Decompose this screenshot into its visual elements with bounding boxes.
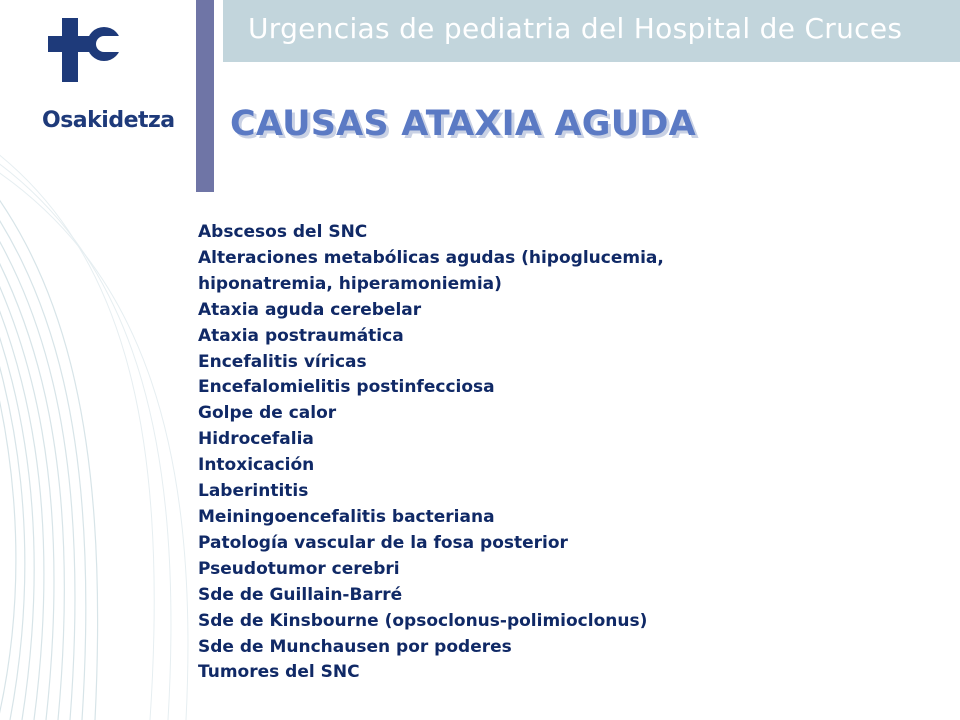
- osakidetza-logo-icon: [46, 14, 126, 94]
- list-item: Meiningoencefalitis bacteriana: [198, 506, 495, 527]
- list-item: Hidrocefalia: [198, 429, 314, 450]
- list-item: Tumores del SNC: [198, 662, 360, 683]
- list-item: Patología vascular de la fosa posterior: [198, 532, 568, 553]
- list-item: Encefalitis víricas: [198, 351, 367, 372]
- list-item: hiponatremia, hiperamoniemia): [198, 273, 502, 294]
- logo-text: Osakidetza: [42, 108, 175, 133]
- list-item: Ataxia postraumática: [198, 325, 404, 346]
- list-item: Encefalomielitis postinfecciosa: [198, 377, 495, 398]
- vertical-accent-bar: [196, 0, 214, 192]
- causes-list: [198, 220, 664, 686]
- list-item: Sde de Guillain-Barré: [198, 584, 403, 605]
- list-item: Laberintitis: [198, 481, 309, 502]
- list-item: Pseudotumor cerebri: [198, 558, 400, 579]
- list-item: Sde de Munchausen por poderes: [198, 636, 512, 657]
- list-item: Ataxia aguda cerebelar: [198, 299, 422, 320]
- osakidetza-logo: [40, 14, 190, 134]
- header-title: Urgencias de pediatria del Hospital de Cruces: [248, 12, 903, 45]
- page-title: CAUSAS ATAXIA AGUDA: [230, 104, 696, 144]
- list-item: Sde de Kinsbourne (opsoclonus-polimioclonus): [198, 610, 648, 631]
- list-item: Abscesos del SNC: [198, 222, 368, 242]
- list-item: Intoxicación: [198, 455, 315, 476]
- list-item: Golpe de calor: [198, 403, 337, 424]
- list-item: Alteraciones metabólicas agudas (hipoglucemia,: [198, 247, 664, 268]
